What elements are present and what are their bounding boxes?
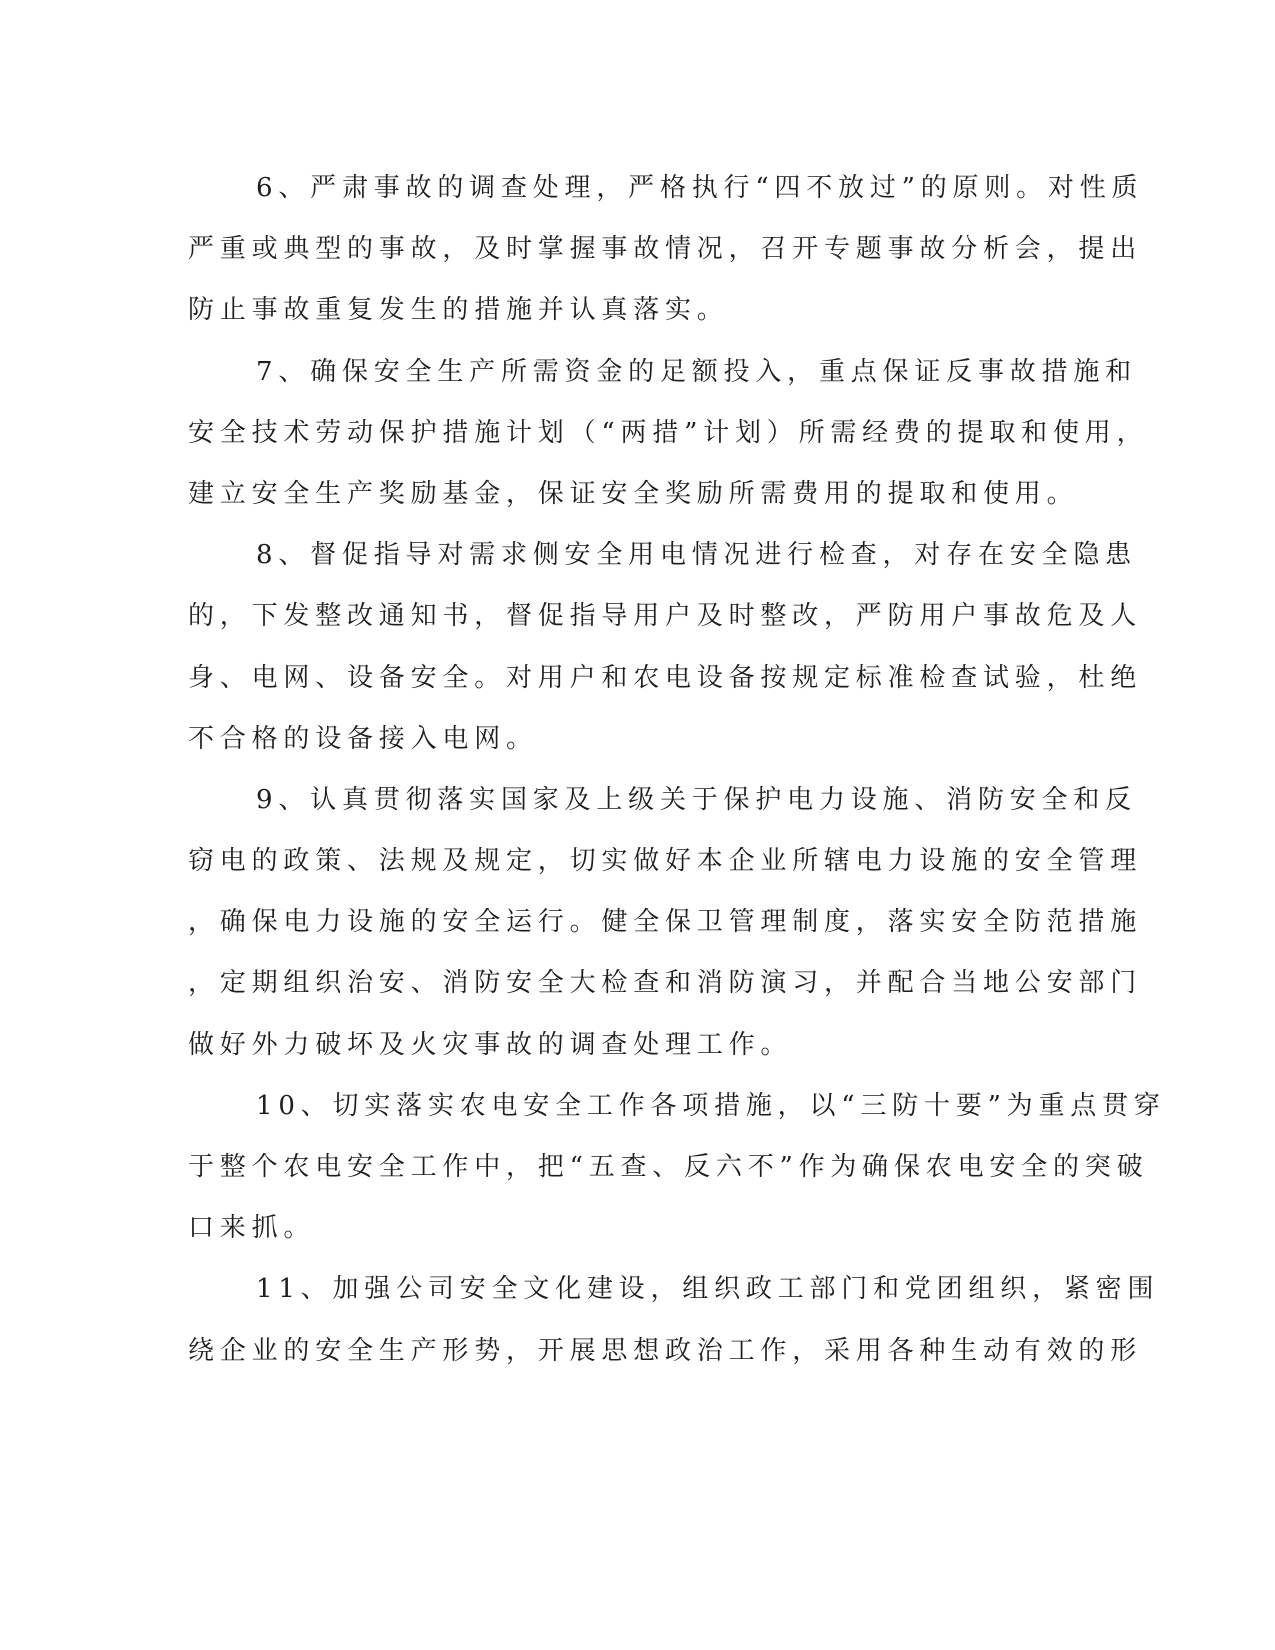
paragraph-6-line-2: 严重或典型的事故，及时掌握事故情况，召开专题事故分析会，提出: [188, 234, 1143, 265]
paragraph-7-line-3: 建立安全生产奖励基金，保证安全奖励所需费用的提取和使用。: [188, 478, 1079, 509]
paragraph-6-line-1: 6、严肃事故的调查处理，严格执行“四不放过”的原则。对性质: [256, 173, 1144, 203]
paragraph-7-line-1: 7、确保安全生产所需资金的足额投入，重点保证反事故措施和: [256, 356, 1137, 387]
paragraph-6-line-3: 防止事故重复发生的措施并认真落实。: [188, 295, 729, 326]
paragraph-11-line-2: 绕企业的安全生产形势，开展思想政治工作，采用各种生动有效的形: [188, 1335, 1143, 1366]
paragraph-9-line-5: 做好外力破坏及火灾事故的调查处理工作。: [188, 1029, 793, 1060]
paragraph-8-line-4: 不合格的设备接入电网。: [188, 723, 538, 754]
paragraph-10-line-2: 于整个农电安全工作中，把“五查、反六不”作为确保农电安全的突破: [188, 1152, 1149, 1182]
paragraph-11-line-1: 11、加强公司安全文化建设，组织政工部门和党团组织，紧密围: [256, 1274, 1160, 1305]
document-body: [188, 158, 1166, 1382]
paragraph-7-line-2: 安全技术劳动保护措施计划（“两措”计划）所需经费的提取和使用，: [188, 417, 1149, 448]
paragraph-8-line-2: 的，下发整改通知书，督促指导用户及时整改，严防用户事故危及人: [188, 601, 1143, 632]
paragraph-9-line-2: 窃电的政策、法规及规定，切实做好本企业所辖电力设施的安全管理: [188, 846, 1143, 877]
paragraph-10-line-3: 口来抓。: [188, 1213, 316, 1244]
paragraph-9-line-3: ，确保电力设施的安全运行。健全保卫管理制度，落实安全防范措施: [188, 907, 1143, 938]
paragraph-8-line-1: 8、督促指导对需求侧安全用电情况进行检查，对存在安全隐患: [256, 540, 1137, 571]
paragraph-10-line-1: 10、切实落实农电安全工作各项措施，以“三防十要”为重点贯穿: [256, 1090, 1166, 1121]
paragraph-8-line-3: 身、电网、设备安全。对用户和农电设备按规定标准检查试验，杜绝: [188, 662, 1143, 693]
paragraph-9-line-4: ，定期组织治安、消防安全大检查和消防演习，并配合当地公安部门: [188, 968, 1143, 999]
paragraph-9-line-1: 9、认真贯彻落实国家及上级关于保护电力设施、消防安全和反: [256, 784, 1137, 815]
